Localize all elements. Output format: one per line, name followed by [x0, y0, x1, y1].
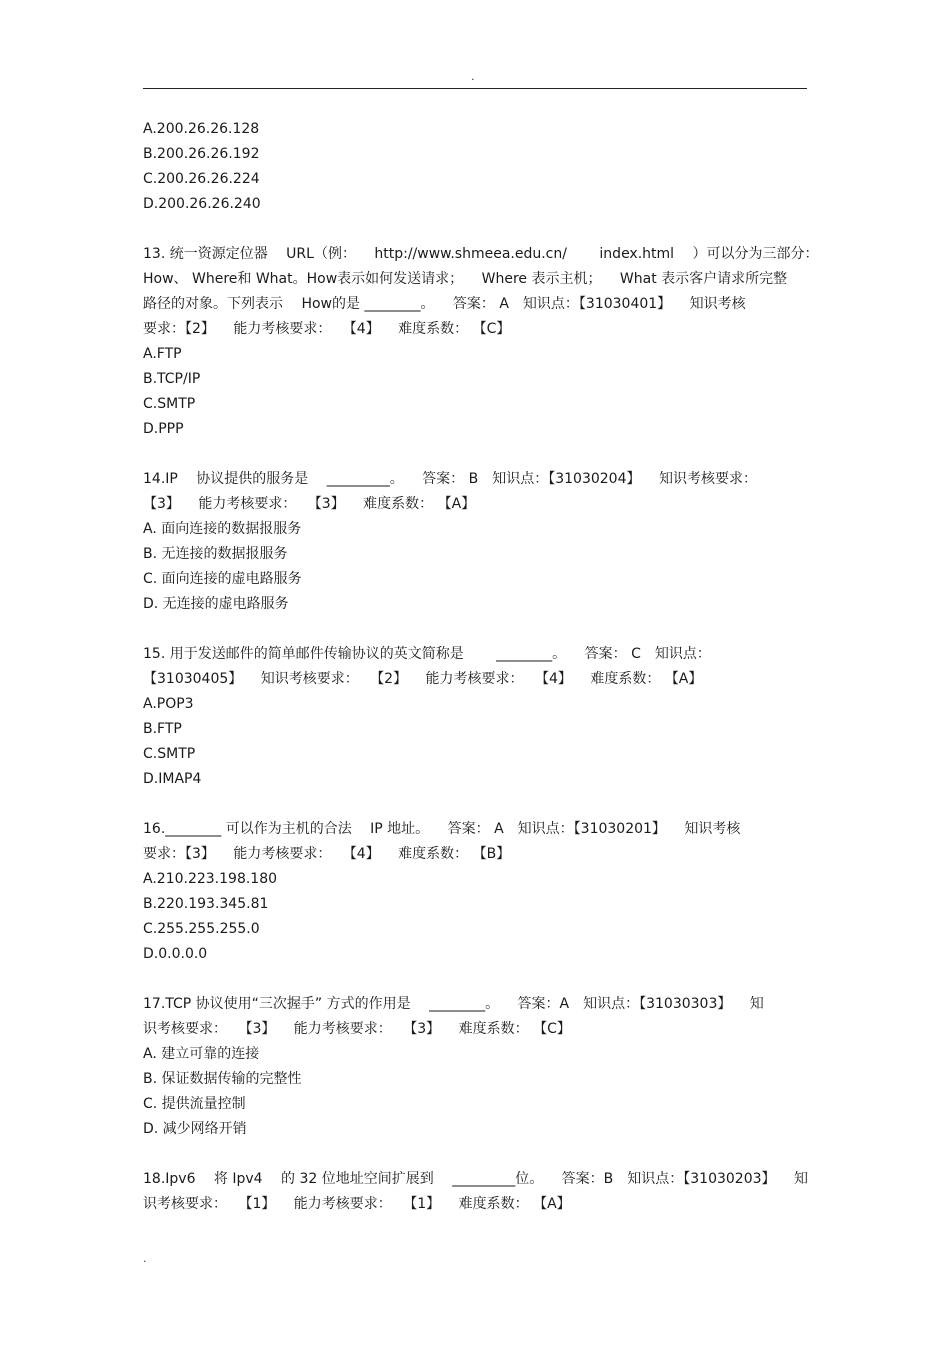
option-d: D.0.0.0.0 [143, 946, 208, 962]
option-b: B.220.193.345.81 [143, 896, 269, 912]
question-14 [143, 467, 807, 617]
option-a: A.POP3 [143, 696, 194, 712]
question-18 [143, 1167, 807, 1217]
question-stem-line: 17.TCP 协议使用“三次握手” 方式的作用是 ________。 答案：A 知识点：【31030303】 知 [143, 996, 764, 1012]
option-b: B. 无连接的数据报服务 [143, 546, 288, 562]
question-16 [143, 817, 807, 967]
question-stem-line: 14.IP 协议提供的服务是 _________。 答案： B 知识点：【31030204】 知识考核要求： [143, 471, 757, 487]
option-d: D.IMAP4 [143, 771, 202, 787]
option-c: C.SMTP [143, 746, 196, 762]
option-d: D.PPP [143, 421, 184, 437]
header-mark: . [471, 70, 475, 83]
option-c: C. 面向连接的虚电路服务 [143, 571, 302, 587]
question-stem-line: How、 Where和 What。How表示如何发送请求； Where 表示主机； What 表示客户请求所完整 [143, 271, 788, 287]
option-a: A. 建立可靠的连接 [143, 1046, 260, 1062]
option-a: A.FTP [143, 346, 182, 362]
question-stem-line: 【31030405】 知识考核要求： 【2】 能力考核要求： 【4】 难度系数： 【A】 [143, 671, 703, 687]
question-stem-line: 路径的对象。下列表示 How的是 ________。 答案： A 知识点：【31030401】 知识考核 [143, 296, 746, 312]
option-b: B.TCP/IP [143, 371, 201, 387]
question-stem-line: 识考核要求： 【1】 能力考核要求： 【1】 难度系数： 【A】 [143, 1196, 571, 1212]
option-d: D. 减少网络开销 [143, 1121, 247, 1137]
prev-options [143, 117, 807, 217]
footer-mark: . [143, 1252, 147, 1265]
option-b: B.FTP [143, 721, 182, 737]
question-stem-line: 【3】 能力考核要求： 【3】 难度系数： 【A】 [143, 496, 476, 512]
option-a: A.200.26.26.128 [143, 121, 260, 137]
option-b: B.200.26.26.192 [143, 146, 260, 162]
question-stem-line: 16.________ 可以作为主机的合法 IP 地址。 答案： A 知识点：【31030201】 知识考核 [143, 821, 741, 837]
question-stem-line: 识考核要求： 【3】 能力考核要求： 【3】 难度系数： 【C】 [143, 1021, 571, 1037]
header-rule [143, 88, 807, 89]
option-d: D. 无连接的虚电路服务 [143, 596, 289, 612]
question-15 [143, 642, 807, 792]
page-content [143, 117, 819, 1217]
option-c: C. 提供流量控制 [143, 1096, 246, 1112]
option-a: A. 面向连接的数据报服务 [143, 521, 302, 537]
question-stem-line: 15. 用于发送邮件的简单邮件传输协议的英文简称是 ________。 答案： C 知识点： [143, 646, 711, 662]
question-17 [143, 992, 807, 1142]
option-d: D.200.26.26.240 [143, 196, 261, 212]
option-c: C.200.26.26.224 [143, 171, 260, 187]
question-stem-line: 要求：【3】 能力考核要求： 【4】 难度系数： 【B】 [143, 846, 511, 862]
option-c: C.SMTP [143, 396, 196, 412]
question-13 [143, 242, 819, 442]
option-b: B. 保证数据传输的完整性 [143, 1071, 302, 1087]
question-stem-line: 18.Ipv6 将 Ipv4 的 32 位地址空间扩展到 _________位。 答案：B 知识点：【31030203】 知 [143, 1171, 808, 1187]
option-c: C.255.255.255.0 [143, 921, 260, 937]
question-stem-line: 13. 统一资源定位器 URL（例： http://www.shmeea.edu.cn/ index.html ）可以分为三部分： [143, 246, 819, 262]
option-a: A.210.223.198.180 [143, 871, 278, 887]
question-stem-line: 要求：【2】 能力考核要求： 【4】 难度系数： 【C】 [143, 321, 511, 337]
